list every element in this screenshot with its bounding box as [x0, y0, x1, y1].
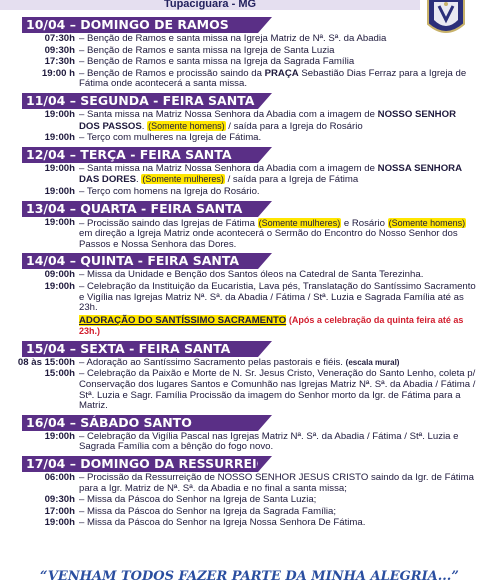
event-text: – Celebração da Paixão e Morte de N. Sr. Jesus Cristo, Veneração do Santo Lenho, coleta p/ Conservação dos lugares Santos e Comunhão nas Igrejas Matriz Nª. Sª. da Abadia / Fátima / Stª. Luzia e Sagr. Família Procissão da imagem do Senhor morto da Igr. de Fátima para a Matriz. — [79, 368, 476, 412]
city-title: Tupaciguara - MG — [163, 0, 257, 10]
event-text: – Benção de Ramos e santa missa na Igreja de Santa Luzia — [79, 44, 335, 56]
text-part: – Adoração ao Santíssimo Sacramento pelas pastorais e fiéis. — [79, 356, 343, 368]
event-row — [0, 110, 500, 132]
text-part: – Santa missa na Matriz Nossa Senhora da Abadia com a imagem de — [79, 162, 378, 174]
event-time: 17:00h — [44, 505, 75, 517]
event-row — [0, 507, 500, 518]
event-text: – Missa da Unidade e Benção dos Santos óleos na Catedral de Santa Terezinha. — [79, 269, 424, 281]
event-row — [0, 34, 500, 45]
day-section — [0, 201, 500, 251]
event-row — [0, 46, 500, 57]
escala-note: (escala mural) — [345, 357, 400, 367]
text-part: – Procissão saindo das Igrejas de Fátima — [79, 217, 258, 229]
day-header: 11/04 – SEGUNDA - FEIRA SANTA — [22, 93, 258, 109]
day-section — [0, 456, 500, 529]
event-time: 17:30h — [44, 56, 75, 68]
event-row — [0, 57, 500, 68]
event-text — [79, 69, 477, 90]
text-part: Sebastião Dias Ferraz para a Igreja de Fátima onde acontecerá a santa missa. — [79, 67, 467, 90]
event-text: – Benção de Ramos e santa missa na Igreja da Sagrada Família — [79, 56, 355, 68]
highlight-badge: (Somente homens) — [388, 217, 466, 228]
day-header: 10/04 – DOMINGO DE RAMOS — [22, 17, 258, 33]
adoracao-line — [79, 315, 477, 338]
event-row — [0, 369, 500, 411]
event-text: – Celebração da Instituição da Eucaristia, Lava pés, Translatação do Santíssimo Sacramento e Vigília nas Igrejas Matriz Nª. Sª. da Abadia / Fátima / Stª. Luzia e Sagrada Família até as 23h. — [79, 280, 476, 314]
event-row — [0, 432, 500, 453]
text-part: – Benção de Ramos e procissão saindo da — [79, 67, 265, 79]
text-part: / saída para a Igreja do Rosário — [225, 120, 363, 132]
event-row — [0, 69, 500, 90]
day-section — [0, 93, 500, 144]
text-part: / saída para a Igreja de Fátima — [224, 174, 359, 186]
schedule — [0, 14, 500, 529]
day-header: 14/04 – QUINTA - FEIRA SANTA — [22, 253, 258, 269]
event-row — [0, 164, 500, 186]
event-time: 19:00h — [44, 430, 75, 442]
event-text — [79, 218, 477, 251]
event-time: 07:30h — [44, 33, 75, 44]
event-time: 08 às 15:00h — [17, 356, 75, 368]
day-section — [0, 253, 500, 338]
event-text: – Procissão da Ressurreição de NOSSO SENHOR JESUS CRISTO saindo da Igr. de Fátima para a Igr. Matriz de Nª. Sª. da Abadia e no final a santa missa; — [79, 472, 474, 494]
event-row — [0, 495, 500, 506]
event-time: 19:00h — [44, 280, 75, 292]
text-part: – Santa missa na Matriz Nossa Senhora da Abadia com a imagem de — [79, 108, 378, 120]
adoracao-highlight: ADORAÇÃO DO SANTÍSSIMO SACRAMENTO — [79, 314, 287, 326]
event-text: – Missa da Páscoa do Senhor na Igreja de Santa Luzia; — [79, 494, 317, 506]
event-time: 19:00h — [44, 108, 75, 120]
text-part: . — [141, 120, 148, 132]
bold-text: NOSSO SENHOR DOS PASSOS — [79, 108, 457, 132]
event-row — [0, 358, 500, 369]
event-time: 06:00h — [44, 472, 75, 484]
event-text — [79, 358, 477, 369]
event-row — [0, 133, 500, 144]
highlight-badge: (Somente homens) — [148, 120, 225, 131]
event-time: 19:00h — [44, 216, 75, 228]
event-time: 19:00h — [44, 132, 75, 144]
day-header: 13/04 – QUARTA - FEIRA SANTA — [22, 201, 258, 217]
event-text: – Terço com mulheres na Igreja de Fátima. — [79, 132, 262, 144]
event-row — [0, 518, 500, 529]
event-row — [0, 187, 500, 198]
event-text: – Missa da Páscoa do Senhor na Igreja Nossa Senhora De Fátima. — [79, 517, 366, 529]
event-text: – Terço com homens na Igreja do Rosário. — [79, 185, 260, 197]
bold-text: PRAÇA — [264, 67, 299, 79]
event-text: – Missa da Páscoa do Senhor na Igreja da Sagrada Família; — [79, 505, 337, 517]
day-section — [0, 415, 500, 453]
event-row — [0, 473, 500, 494]
text-part: . — [136, 174, 142, 186]
event-text — [79, 110, 477, 132]
event-time: 09:30h — [44, 44, 75, 56]
event-time: 19:00 h — [41, 67, 75, 79]
event-text — [79, 164, 477, 186]
day-section — [0, 147, 500, 198]
event-time: 09:00h — [44, 269, 75, 281]
day-header: 17/04 – DOMINGO DA RESSURREIÇÃO — [22, 456, 258, 472]
text-part: em direção a Igreja Matriz onde acontecerá o Sermão do Encontro do Nosso Senhor dos Passos e Nossa Senhora das Dores. — [79, 228, 458, 250]
event-time: 09:30h — [44, 494, 75, 506]
event-row — [0, 218, 500, 251]
bold-text: NOSSA SENHORA DAS DORES — [79, 162, 462, 186]
event-row — [0, 315, 500, 338]
highlight-badge: (Somente mulheres) — [142, 174, 224, 185]
event-time: 19:00h — [44, 162, 75, 174]
event-text: – Celebração da Vigília Pascal nas Igrejas Matriz Nª. Sª. da Abadia / Fátima / Stª. Luzia e Sagrada Família com a bênção do fogo novo. — [79, 430, 459, 453]
adoracao-note: (Após a celebração da quinta feira até as 23h.) — [79, 314, 464, 337]
event-row — [0, 282, 500, 314]
event-text: – Benção de Ramos e santa missa na Igreja Matriz de Nª. Sª. da Abadia — [79, 33, 387, 44]
event-time: 15:00h — [44, 368, 75, 380]
text-part: e Rosário — [341, 217, 388, 229]
day-header: 15/04 – SEXTA - FEIRA SANTA — [22, 341, 258, 357]
event-time: 19:00h — [44, 517, 75, 529]
day-header: 16/04 – SÁBADO SANTO — [22, 415, 258, 431]
event-time: 19:00h — [44, 185, 75, 197]
event-row — [0, 270, 500, 281]
footer-slogan: “VENHAM TODOS FAZER PARTE DA MINHA ALEGRIA...” — [40, 569, 459, 584]
day-section — [0, 341, 500, 412]
highlight-badge: (Somente mulheres) — [258, 217, 341, 228]
day-section — [0, 17, 500, 90]
day-header: 12/04 – TERÇA - FEIRA SANTA — [22, 147, 258, 163]
